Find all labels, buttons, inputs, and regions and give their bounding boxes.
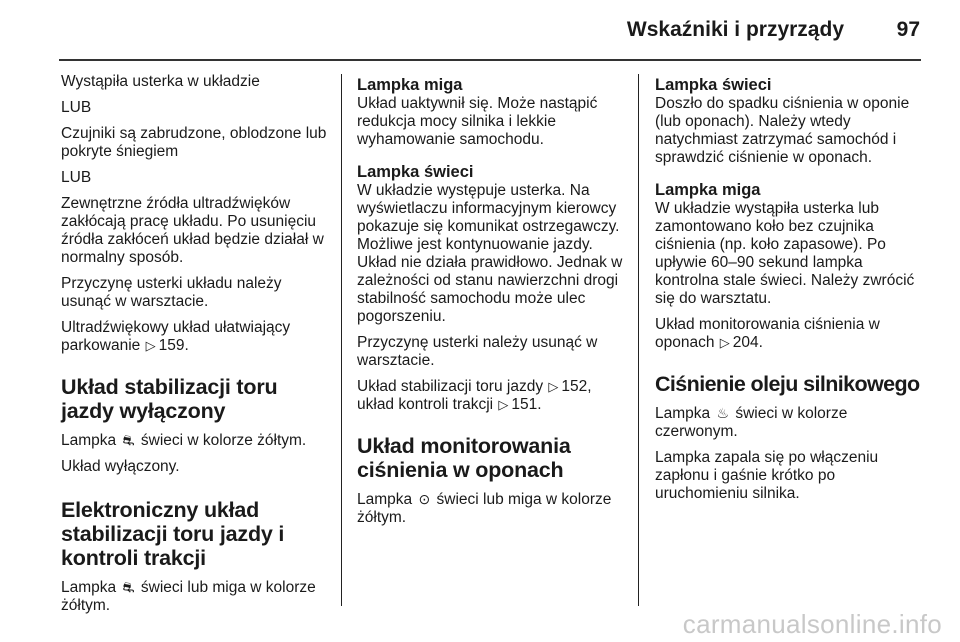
page-reference-link[interactable]: 159. bbox=[158, 337, 189, 354]
page-reference-link[interactable]: 151. bbox=[511, 396, 542, 413]
paragraph: LUB bbox=[61, 169, 92, 186]
page-header bbox=[0, 0, 960, 60]
paragraph bbox=[61, 431, 329, 450]
page-reference-link[interactable]: 152, bbox=[561, 378, 592, 395]
paragraph-text: Lampka bbox=[357, 491, 413, 508]
esp-off-icon: ⛐ bbox=[122, 432, 135, 448]
paragraph: Czujniki są zabrudzone, oblodzone lub pokryte śniegiem bbox=[61, 125, 327, 160]
subheading: Lampka miga bbox=[357, 76, 463, 94]
paragraph-text: Układ monitorowania ciśnienia w oponach bbox=[655, 316, 880, 351]
paragraph-text: Lampka bbox=[655, 405, 711, 422]
tire-pressure-icon: ⊙ bbox=[418, 491, 431, 507]
paragraph-text: świeci w kolorze żółtym. bbox=[140, 432, 307, 449]
esp-icon: ⛐ bbox=[122, 579, 135, 595]
paragraph: LUB bbox=[61, 99, 92, 116]
section-heading: Układ stabilizacji toru jazdy wyłączony bbox=[61, 375, 278, 423]
subheading: Lampka miga bbox=[655, 181, 761, 199]
watermark: carmanualsonline.info bbox=[682, 609, 942, 639]
paragraph-text: świeci lub miga w kolorze żółtym. bbox=[357, 491, 612, 526]
header-rule bbox=[59, 59, 921, 61]
paragraph-text: Ultradźwiękowy układ ułatwiający parkowanie bbox=[61, 319, 291, 354]
paragraph: Doszło do spadku ciśnienia w oponie (lub oponach). Należy wtedy natychmiast zatrzymać samochód i sprawdzić ciśnienie w oponach. bbox=[655, 95, 910, 166]
paragraph-text: Lampka bbox=[61, 432, 117, 449]
reference-arrow-icon: ▷ bbox=[548, 379, 559, 394]
paragraph bbox=[61, 578, 329, 615]
paragraph bbox=[357, 490, 627, 527]
column-3 bbox=[655, 76, 925, 511]
paragraph bbox=[655, 316, 925, 352]
paragraph: Przyczynę usterki należy usunąć w warsztacie. bbox=[357, 334, 598, 369]
paragraph: W układzie występuje usterka. Na wyświetlaczu informacyjnym kierowcy pokazuje się komunikat ostrzegawczy. Możliwe jest kontynuowanie jazdy. Układ nie działa prawidłowo. Jednak w zależności od stanu nawierzchni drogi stabilność samochodu może ulec pogorszeniu. bbox=[357, 182, 623, 325]
reference-arrow-icon: ▷ bbox=[719, 335, 730, 350]
reference-arrow-icon: ▷ bbox=[498, 397, 509, 412]
subheading: Lampka świeci bbox=[655, 76, 772, 94]
paragraph-text: świeci w kolorze czerwonym. bbox=[655, 405, 848, 440]
paragraph-text: świeci lub miga w kolorze żółtym. bbox=[61, 579, 316, 614]
reference-arrow-icon: ▷ bbox=[145, 338, 156, 353]
paragraph-text: Lampka bbox=[61, 579, 117, 596]
paragraph bbox=[357, 378, 627, 414]
section-heading: Ciśnienie oleju silnikowego bbox=[655, 372, 920, 396]
paragraph bbox=[61, 319, 329, 355]
paragraph: Wystąpiła usterka w układzie bbox=[61, 73, 260, 90]
section-heading: Elektroniczny układ stabilizacji toru jazdy i kontroli trakcji bbox=[61, 498, 285, 570]
column-2 bbox=[357, 76, 627, 535]
paragraph-text: Układ stabilizacji toru jazdy bbox=[357, 378, 544, 395]
page-reference-link[interactable]: 204. bbox=[732, 334, 763, 351]
paragraph-text: układ kontroli trakcji bbox=[357, 396, 494, 413]
paragraph: W układzie wystąpiła usterka lub zamontowano koło bez czujnika ciśnienia (np. koło zapasowe). Po upływie 60–90 sekund lampka kontrolna stale świeci. Należy zwrócić się do warsztatu. bbox=[655, 200, 915, 307]
paragraph: Układ uaktywnił się. Może nastąpić redukcja mocy silnika i lekkie wyhamowanie samochodu. bbox=[357, 95, 598, 148]
paragraph: Układ wyłączony. bbox=[61, 458, 180, 475]
column-divider bbox=[341, 74, 342, 606]
paragraph: Przyczynę usterki układu należy usunąć w warsztacie. bbox=[61, 275, 282, 310]
paragraph bbox=[655, 404, 925, 441]
page-title: Wskaźniki i przyrządy bbox=[626, 18, 844, 41]
subheading: Lampka świeci bbox=[357, 163, 474, 181]
oil-can-icon: ♨ bbox=[716, 405, 730, 421]
paragraph: Lampka zapala się po włączeniu zapłonu i gaśnie krótko po uruchomieniu silnika. bbox=[655, 449, 879, 502]
section-heading: Układ monitorowania ciśnienia w oponach bbox=[357, 434, 571, 482]
paragraph: Zewnętrzne źródła ultradźwięków zakłócają pracę układu. Po usunięciu źródła zakłóceń układ będzie działał w normalny sposób. bbox=[61, 195, 324, 266]
column-divider bbox=[638, 74, 639, 606]
page-number: 97 bbox=[896, 18, 920, 41]
column-1 bbox=[61, 73, 329, 623]
